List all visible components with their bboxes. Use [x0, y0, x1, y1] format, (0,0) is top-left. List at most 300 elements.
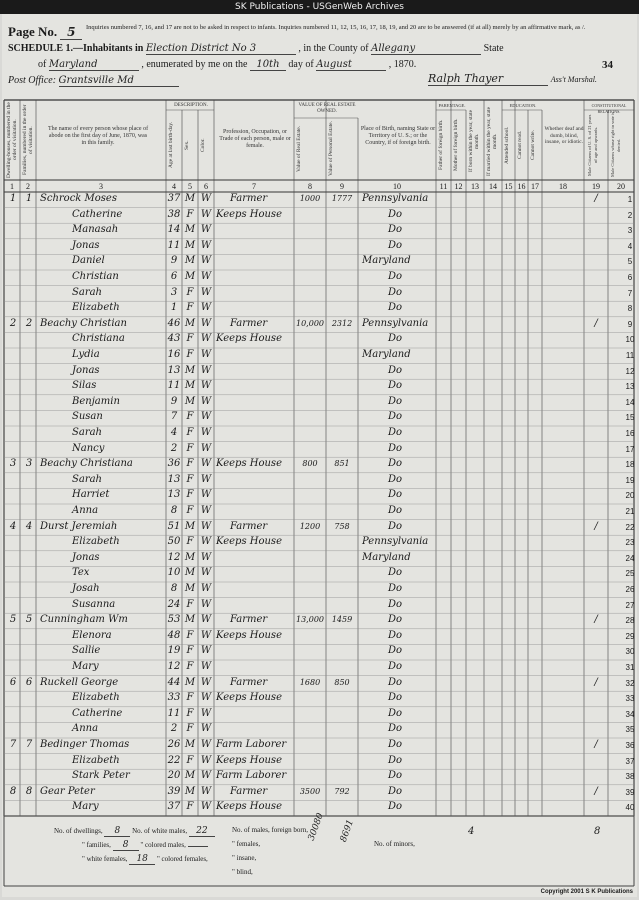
minors-label: No. of minors,	[374, 840, 415, 848]
line-number	[0, 226, 2, 235]
occupation: Keeps House	[216, 629, 282, 641]
line-number	[0, 788, 2, 797]
occupation: Keeps House	[216, 801, 282, 813]
page-stamp: 34	[602, 59, 613, 71]
col16-head: Cannot read.	[517, 130, 523, 160]
sex: F	[186, 302, 194, 314]
state-label: State	[483, 43, 504, 54]
enumerated-label: , enumerated by me on the	[141, 59, 248, 70]
person-name: Beachy Christian	[40, 317, 127, 329]
line-number	[0, 460, 2, 469]
person-name: Benjamin	[72, 395, 120, 407]
place-of-birth: Do	[388, 239, 403, 251]
person-name: Jonas	[72, 239, 100, 251]
line-number-right: 21	[625, 507, 635, 516]
person-name: Manasah	[72, 224, 119, 236]
line-number-right: 6	[627, 273, 633, 282]
line-number-right: 40	[625, 803, 635, 813]
person-name: Elizabeth	[72, 692, 120, 704]
sex: F	[186, 692, 194, 704]
total-col19: 8	[594, 826, 601, 837]
age: 33	[167, 692, 181, 704]
line-number-right: 39	[625, 787, 635, 797]
place-of-birth: Do	[388, 692, 403, 704]
footer-females-foreign	[232, 840, 260, 848]
place-of-birth: Do	[388, 364, 403, 376]
line-number	[0, 242, 2, 251]
dwelling-number: 8	[9, 785, 17, 797]
place-of-birth: Do	[388, 614, 403, 626]
line-number	[0, 211, 2, 220]
age: 13	[167, 473, 181, 485]
line-number-right: 16	[625, 429, 635, 438]
sex: F	[186, 536, 194, 548]
colored-females-label: " colored females,	[156, 855, 208, 863]
place-of-birth: Do	[388, 785, 403, 797]
age: 46	[167, 317, 181, 329]
color: W	[200, 583, 212, 594]
sex: F	[186, 505, 194, 516]
color: W	[200, 239, 212, 251]
col18-head: Whether deaf and dumb, blind, insane, or idiotic.	[544, 126, 584, 145]
color: W	[200, 395, 212, 407]
column-number: 10	[393, 182, 401, 191]
person-name: Anna	[72, 505, 99, 516]
age: 3	[170, 286, 178, 298]
place-of-birth: Do	[388, 286, 403, 298]
place-of-birth: Do	[388, 427, 403, 438]
page-number: 5	[60, 25, 82, 40]
state: Maryland	[49, 59, 139, 71]
male-citizen-mark: /	[594, 785, 598, 797]
white-males-label: No. of white males,	[132, 827, 188, 835]
column-number: 13	[471, 182, 479, 191]
place-of-birth: Pennsylvania	[362, 317, 429, 329]
age: 19	[167, 645, 181, 657]
personal-estate-value: 1459	[331, 615, 353, 625]
column-number: 7	[252, 182, 256, 191]
color: W	[200, 317, 212, 329]
line-number-right: 33	[625, 694, 635, 704]
place-of-birth: Do	[388, 739, 403, 750]
sex: F	[186, 801, 194, 813]
sex: F	[186, 208, 194, 220]
marshal-label: Ass't Marshal.	[550, 75, 597, 84]
dwelling-number: 1	[9, 193, 17, 204]
line-number-right: 26	[625, 585, 635, 594]
occupation: Keeps House	[216, 208, 282, 220]
line-number	[0, 320, 2, 329]
occupation: Farmer	[230, 785, 268, 797]
line-number	[0, 304, 2, 313]
line-number-right: 13	[625, 382, 635, 392]
sex: F	[186, 723, 194, 735]
color: W	[200, 255, 212, 267]
dwelling-number: 7	[9, 739, 17, 750]
dwellings-count: 8	[104, 826, 130, 837]
color: W	[200, 723, 212, 735]
post-office: Grantsville Md	[59, 75, 179, 87]
line-number	[0, 647, 2, 656]
county: Allegany	[371, 43, 481, 55]
col20-head: Male Citizens whose right to vote is denied.	[610, 112, 621, 178]
column-number: 18	[559, 182, 567, 191]
color: W	[200, 458, 212, 470]
color: W	[200, 661, 212, 672]
age: 43	[167, 333, 181, 345]
sex: F	[186, 411, 194, 423]
sex: F	[186, 427, 194, 438]
column-number: 15	[504, 182, 513, 191]
place-of-birth: Do	[388, 473, 403, 485]
column-number: 6	[204, 182, 208, 191]
real-estate-total: 30080	[306, 811, 326, 843]
line-number-right: 1	[627, 195, 633, 204]
place-of-birth: Pennsylvania	[362, 536, 429, 548]
personal-estate-value: 2312	[331, 318, 353, 328]
person-name: Sarah	[72, 427, 102, 438]
dwelling-number: 6	[9, 676, 17, 688]
line-number	[0, 195, 2, 204]
age: 20	[167, 770, 181, 782]
sex: M	[184, 567, 196, 579]
line-number-right: 35	[625, 725, 635, 735]
age: 4	[170, 427, 178, 438]
person-name: Bedinger Thomas	[40, 739, 130, 750]
col1-head: Dwelling-houses, numbered in the order of visitation.	[6, 102, 18, 178]
color: W	[200, 349, 212, 360]
occupation: Farmer	[230, 614, 268, 626]
line-number-right: 12	[625, 366, 635, 376]
occupation: Farmer	[230, 193, 268, 204]
color: W	[200, 442, 212, 454]
column-number: 2	[26, 182, 30, 191]
total-col13: 4	[468, 826, 475, 837]
line-number	[0, 772, 2, 781]
person-name: Elizabeth	[72, 536, 120, 548]
col6-head: Color.	[200, 138, 206, 152]
age: 36	[167, 458, 181, 470]
dwelling-number: 2	[9, 317, 17, 329]
person-name: Elizabeth	[72, 302, 120, 314]
family-number: 1	[25, 193, 33, 204]
family-number: 7	[25, 739, 33, 750]
person-name: Daniel	[72, 255, 105, 267]
families-count: 8	[113, 840, 139, 851]
age: 16	[167, 349, 181, 360]
line-number	[0, 632, 2, 641]
personal-estate-total: 8691	[338, 818, 357, 844]
line-number	[0, 725, 2, 734]
page-label: Page No.	[8, 24, 58, 39]
sex: F	[186, 349, 194, 360]
occupation: Farmer	[230, 676, 268, 688]
of-label: of	[38, 59, 47, 70]
place-of-birth: Do	[388, 801, 403, 813]
sex: M	[184, 785, 196, 797]
person-name: Mary	[72, 801, 99, 813]
footer-families	[82, 840, 208, 851]
census-sheet	[2, 14, 637, 897]
col14-head: If married within the year, state month.	[486, 106, 498, 176]
sex: F	[186, 473, 194, 485]
personal-estate-value: 758	[334, 521, 350, 531]
place-of-birth: Do	[388, 208, 403, 220]
column-number: 12	[454, 182, 463, 191]
color: W	[200, 333, 212, 345]
line-number	[0, 507, 2, 516]
line-number	[0, 351, 2, 360]
line-number-right: 32	[625, 678, 635, 688]
place-of-birth: Maryland	[362, 349, 411, 360]
place-of-birth: Maryland	[362, 551, 411, 563]
line-number-right: 4	[627, 241, 633, 251]
color: W	[200, 505, 212, 516]
place-of-birth: Do	[388, 598, 403, 610]
place-of-birth: Do	[388, 676, 403, 688]
archive-banner: SK Publications - USGenWeb Archives	[0, 0, 639, 14]
col19-head: Male Citizens of U. S. of 21 years of age and upwards.	[587, 114, 598, 176]
line-number-right: 19	[625, 475, 635, 485]
line-number	[0, 476, 2, 485]
color: W	[200, 364, 212, 376]
day: 10th	[250, 59, 286, 71]
age: 11	[167, 380, 181, 392]
person-name: Gear Peter	[40, 785, 95, 797]
footer-foreign	[232, 826, 308, 834]
col17-head: Cannot write.	[530, 130, 536, 160]
line-number-right: 20	[625, 491, 635, 501]
place-of-birth: Do	[388, 442, 403, 454]
col13-head: If born within the year, state month.	[468, 109, 480, 173]
line-number	[0, 569, 2, 578]
white-males-count: 22	[189, 826, 215, 837]
person-name: Susan	[72, 411, 103, 423]
column-number: 11	[439, 182, 448, 191]
color: W	[200, 676, 212, 688]
family-number: 3	[25, 458, 33, 470]
line-number-right: 18	[625, 460, 635, 470]
color: W	[200, 551, 212, 563]
place-of-birth: Do	[388, 567, 403, 579]
person-name: Tex	[72, 567, 90, 579]
day-of-label: day of	[288, 59, 314, 70]
person-name: Harriet	[72, 489, 110, 501]
sex: F	[186, 707, 194, 719]
column-number: 17	[531, 182, 539, 191]
color: W	[200, 411, 212, 423]
education-head: EDUCATION.	[509, 103, 537, 108]
county-label: , in the County of	[298, 43, 369, 54]
line-number-right: 3	[627, 226, 633, 236]
place-of-birth: Do	[388, 661, 403, 672]
real-estate-value: 3500	[299, 786, 321, 796]
male-citizen-mark: /	[594, 676, 598, 688]
real-estate-value: 1200	[299, 521, 321, 531]
color: W	[200, 224, 212, 236]
dwelling-number: 4	[9, 520, 17, 532]
person-name: Elizabeth	[72, 754, 120, 766]
dwellings-label: No. of dwellings,	[54, 827, 103, 835]
person-name: Beachy Christiana	[40, 458, 133, 470]
col15-head: Attended school.	[504, 126, 510, 164]
person-name: Nancy	[72, 442, 105, 454]
age: 22	[167, 754, 181, 766]
occupation: Farm Laborer	[216, 739, 287, 750]
line-number	[0, 803, 2, 812]
dwelling-number: 5	[9, 614, 17, 626]
place-of-birth: Do	[388, 645, 403, 657]
age: 53	[167, 614, 181, 626]
families-label: " families,	[82, 841, 111, 849]
place-of-birth: Do	[388, 707, 403, 719]
line-number	[0, 429, 2, 438]
color: W	[200, 427, 212, 438]
line-number-right: 24	[625, 553, 635, 563]
occupation: Keeps House	[216, 692, 282, 704]
line-number-right: 2	[627, 210, 633, 220]
age: 10	[167, 567, 181, 579]
person-name: Ruckell George	[40, 676, 119, 688]
sex: M	[184, 676, 196, 688]
sex: M	[184, 739, 196, 750]
color: W	[200, 208, 212, 220]
person-name: Silas	[72, 380, 97, 392]
age: 13	[167, 364, 181, 376]
occupation: Farmer	[230, 317, 268, 329]
sex: F	[186, 333, 194, 345]
column-number: 20	[617, 182, 625, 191]
sex: M	[184, 520, 196, 532]
age: 2	[170, 442, 178, 454]
person-name: Schrock Moses	[40, 193, 117, 204]
color: W	[200, 567, 212, 579]
line-number	[0, 523, 2, 532]
line-number	[0, 257, 2, 266]
column-number: 1	[10, 182, 14, 191]
sex: M	[184, 271, 196, 282]
line-number	[0, 289, 2, 298]
line-number	[0, 413, 2, 422]
col8-head: Value of Real Estate.	[296, 125, 302, 173]
col7-head: Profession, Occupation, or Trade of each person, male or female.	[219, 129, 291, 149]
col12-head: Mother of foreign birth.	[453, 118, 459, 172]
place-of-birth: Do	[388, 380, 403, 392]
occupation: Keeps House	[216, 754, 282, 766]
sex: M	[184, 193, 196, 204]
col9-head: Value of Personal Estate.	[328, 121, 334, 177]
person-name: Catherine	[72, 208, 123, 220]
line-number	[0, 585, 2, 594]
sex: F	[186, 754, 194, 766]
person-name: Durst Jeremiah	[40, 520, 118, 532]
district: Election District No 3	[146, 43, 296, 55]
sex: M	[184, 364, 196, 376]
line-number-right: 15	[625, 413, 635, 423]
line-number	[0, 741, 2, 750]
sex: M	[184, 551, 196, 563]
footer-dwellings	[54, 826, 215, 837]
age: 48	[167, 629, 181, 641]
white-females-count: 18	[129, 854, 155, 865]
age: 37	[167, 193, 181, 204]
color: W	[200, 614, 212, 626]
color: W	[200, 785, 212, 797]
line-number-right: 9	[627, 319, 633, 329]
column-number: 16	[517, 182, 526, 191]
sex: M	[184, 770, 196, 782]
person-name: Mary	[72, 661, 99, 672]
col2-head: Families, numbered in the order of visitation.	[22, 104, 34, 176]
age: 8	[170, 505, 178, 516]
constitutional-head: CONSTITUTIONAL RELATIONS.	[591, 103, 627, 114]
family-number: 4	[25, 520, 33, 532]
color: W	[200, 801, 212, 813]
colored-males-label: " colored males,	[140, 841, 186, 849]
post-office-label: Post Office:	[8, 75, 57, 86]
age: 51	[167, 520, 181, 532]
col4-head: Age at last birth-day.	[168, 121, 174, 169]
color: W	[200, 271, 212, 282]
personal-estate-value: 792	[334, 786, 350, 796]
personal-estate-value: 851	[334, 459, 350, 469]
line-number-right: 30	[625, 647, 635, 657]
family-number: 6	[25, 676, 33, 688]
line-number	[0, 491, 2, 500]
age: 13	[167, 489, 181, 501]
age: 14	[167, 224, 181, 236]
line-number	[0, 694, 2, 703]
sex: M	[184, 224, 196, 236]
age: 26	[167, 739, 181, 750]
place-of-birth: Do	[388, 520, 403, 532]
footer-insane	[232, 854, 256, 862]
line-number-right: 25	[625, 569, 635, 579]
color: W	[200, 520, 212, 532]
real-estate-value: 13,000	[296, 615, 324, 625]
column-number: 3	[99, 182, 103, 191]
color: W	[200, 473, 212, 485]
line-number-right: 28	[625, 616, 635, 626]
place-of-birth: Do	[388, 505, 403, 516]
occupation: Farm Laborer	[216, 770, 287, 782]
age: 37	[167, 801, 181, 813]
real-estate-value: 1680	[299, 677, 321, 687]
color: W	[200, 536, 212, 548]
personal-estate-value: 850	[334, 677, 350, 687]
color: W	[200, 380, 212, 392]
place-of-birth: Do	[388, 224, 403, 236]
sex: F	[186, 286, 194, 298]
place-of-birth: Do	[388, 333, 403, 345]
age: 2	[170, 723, 178, 735]
column-number: 4	[172, 182, 176, 191]
age: 12	[167, 661, 181, 672]
color: W	[200, 754, 212, 766]
white-females-label: " white females,	[82, 855, 128, 863]
line-number	[0, 538, 2, 547]
insane-label: " insane,	[232, 854, 257, 862]
sex: F	[186, 458, 194, 470]
sex: F	[186, 598, 194, 610]
place-of-birth: Do	[388, 754, 403, 766]
dwelling-number: 3	[9, 458, 17, 470]
occupation: Farmer	[230, 520, 268, 532]
real-estate-value: 1000	[299, 194, 321, 203]
line-number	[0, 710, 2, 719]
column-number: 9	[340, 182, 344, 191]
color: W	[200, 739, 212, 750]
